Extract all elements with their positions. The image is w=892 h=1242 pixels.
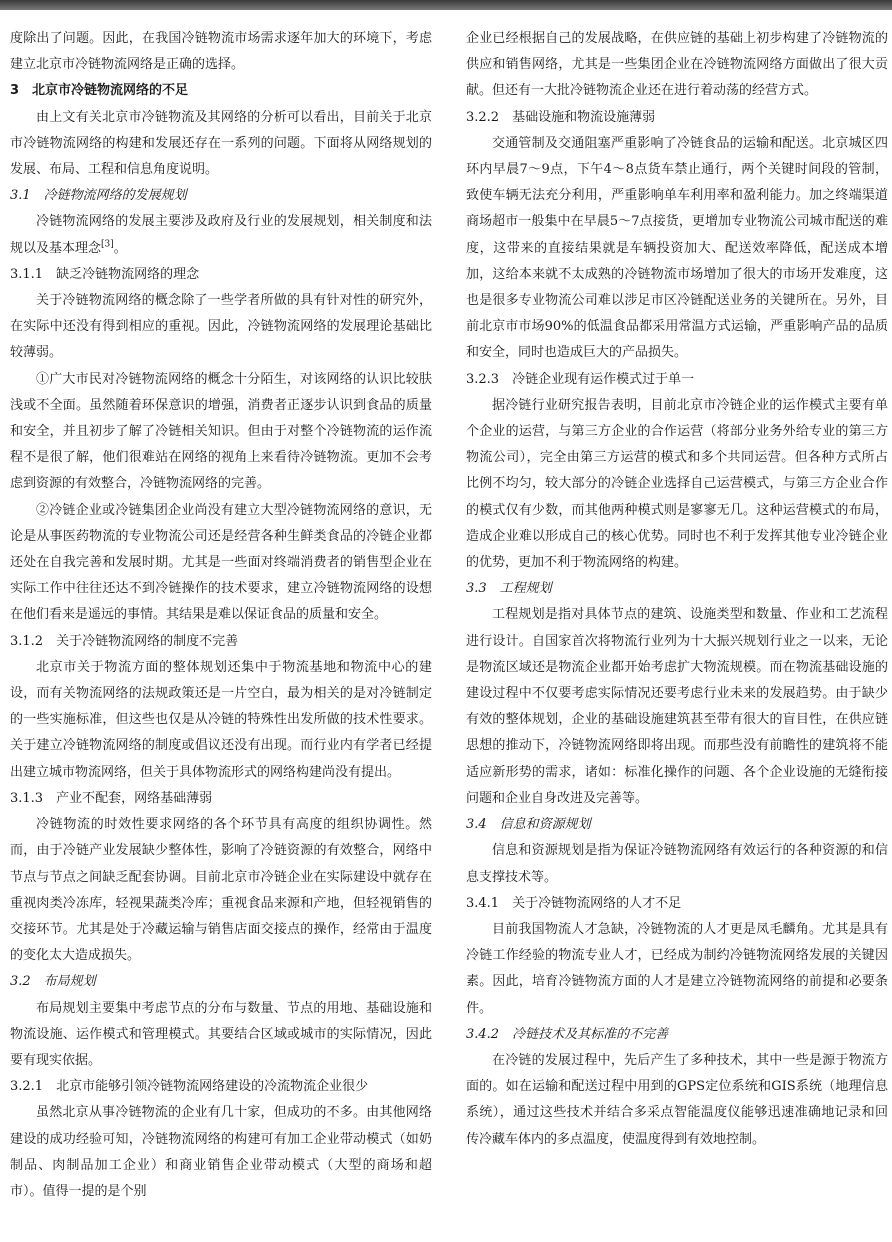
section-heading xyxy=(466,1022,888,1048)
text: 目前我国物流人才急缺，冷链物流的人才更是凤毛麟角。尤其是具有冷链工作经验的物流专业人才，已经成为制约冷链物流网络发展的关键因素。因此，培育冷链物流方面的人才是建立冷链物流网络的前提和必要条件。 xyxy=(466,921,888,1016)
paragraph xyxy=(466,602,888,812)
paragraph xyxy=(10,367,432,498)
text: 3.2.3 冷链企业现有运作模式过于单一 xyxy=(466,371,695,387)
right-column xyxy=(466,26,888,1153)
section-heading xyxy=(10,969,432,995)
text: 3.1 冷链物流网络的发展规划 xyxy=(10,188,187,204)
section-heading xyxy=(10,786,432,812)
paragraph xyxy=(466,393,888,576)
text: 冷链物流的时效性要求网络的各个环节具有高度的组织协调性。然而，由于冷链产业发展缺少整体性，影响了冷链资源的有效整合，网络中节点与节点之间缺乏配套协调。目前北京市冷链企业在实际建设中就存在重视肉类冷冻库，轻视果蔬类冷库；重视食品来源和产地，但轻视销售的交接环节。尤其是处于冷藏运输与销售店面交接点的操作，经常由于温度的变化太大造成损失。 xyxy=(10,817,432,964)
text: 关于冷链物流网络的概念除了一些学者所做的具有针对性的研究外，在实际中还没有得到相应的重视。因此，冷链物流网络的发展理论基础比较薄弱。 xyxy=(10,293,432,361)
text: 。 xyxy=(113,240,127,256)
paragraph xyxy=(466,917,888,1022)
paragraph xyxy=(10,996,432,1075)
paragraph xyxy=(466,131,888,367)
paragraph xyxy=(10,812,432,969)
paragraph xyxy=(466,1048,888,1153)
paragraph xyxy=(10,26,432,78)
paragraph xyxy=(10,1100,432,1205)
section-heading xyxy=(466,367,888,393)
text: 3.1.3 产业不配套，网络基础薄弱 xyxy=(10,790,213,806)
text: 信息和资源规划是指为保证冷链物流网络有效运行的各种资源的和信息支撑技术等。 xyxy=(466,843,888,885)
text: 3.4.2 冷链技术及其标准的不完善 xyxy=(466,1026,669,1042)
section-heading xyxy=(10,629,432,655)
text: 据冷链行业研究报告表明，目前北京市冷链企业的运作模式主要有单个企业的运营，与第三方企业的合作运营（将部分业务外给专业的第三方物流公司），完全由第三方运营的模式和多个共同运营。但各种方式所占比例不均匀，较大部分的冷链企业选择自己运营模式，与第三方企业合作的模式仅有少数，而其他两种模式则是寥寥无几。这种运营模式的布局，造成企业难以形成自己的核心优势。同时也不利于发挥其他专业冷链企业的优势，更加不利于物流网络的构建。 xyxy=(466,397,888,571)
text: 在冷链的发展过程中，先后产生了多种技术，其中一些是源于物流方面的。如在运输和配送过程中用到的GPS定位系统和GIS系统（地理信息系统），通过这些技术并结合多采点智能温度仪能够迅速准确地记录和回传冷藏车体内的多点温度，使温度得到有效地控制。 xyxy=(466,1052,888,1147)
section-heading xyxy=(466,812,888,838)
text: 3.4 信息和资源规划 xyxy=(466,817,591,833)
text: 3.1.1 缺乏冷链物流网络的理念 xyxy=(10,266,200,282)
citation-ref: [3] xyxy=(101,239,114,250)
section-heading xyxy=(466,891,888,917)
paragraph xyxy=(466,26,888,105)
section-heading xyxy=(10,183,432,209)
text: 3.2 布局规划 xyxy=(10,974,96,990)
left-column xyxy=(10,26,432,1205)
text: ①广大市民对冷链物流网络的概念十分陌生，对该网络的认识比较肤浅或不全面。虽然随着环保意识的增强，消费者正逐步认识到食品的质量和安全，并且初步了解了冷链相关知识。但由于对整个冷链物流的运作流程不是很了解，他们很难站在网络的视角上来看待冷链物流。更加不会考虑到资源的有效整合，冷链物流网络的完善。 xyxy=(10,371,432,492)
text: 3.1.2 关于冷链物流网络的制度不完善 xyxy=(10,633,239,649)
text: 3.4.1 关于冷链物流网络的人才不足 xyxy=(466,895,682,911)
text: 3.2.2 基础设施和物流设施薄弱 xyxy=(466,109,656,125)
paragraph xyxy=(466,838,888,890)
text: 3.2.1 北京市能够引领冷链物流网络建设的冷流物流企业很少 xyxy=(10,1079,369,1095)
text: 度除出了问题。因此，在我国冷链物流市场需求逐年加大的环境下，考虑建立北京市冷链物流网络是正确的选择。 xyxy=(10,31,432,73)
text: 虽然北京从事冷链物流的企业有几十家，但成功的不多。由其他网络建设的成功经验可知，冷链物流网络的构建可有加工企业带动模式（如奶制品、肉制品加工企业）和商业销售企业带动模式（大型的商场和超市）。值得一提的是个别 xyxy=(10,1105,432,1199)
text: 冷链物流网络的发展主要涉及政府及行业的发展规划，相关制度和法规以及基本理念 xyxy=(10,214,432,256)
page-header-bar xyxy=(0,0,892,10)
paragraph xyxy=(10,288,432,367)
text: 北京市关于物流方面的整体规划还集中于物流基地和物流中心的建设，而有关物流网络的法规政策还是一片空白，最为相关的是对冷链制定的一些实施标准，但这些也仅是从冷链的特殊性出发所做的技术性要求。关于建立冷链物流网络的制度或倡议还没有出现。而行业内有学者已经提出建立城市物流网络，但关于具体物流形式的网络构建尚没有提出。 xyxy=(10,659,432,780)
text: 布局规划主要集中考虑节点的分布与数量、节点的用地、基础设施和物流设施、运作模式和管理模式。其要结合区域或城市的实际情况，因此要有现实依据。 xyxy=(10,1000,432,1068)
text: ②冷链企业或冷链集团企业尚没有建立大型冷链物流网络的意识，无论是从事医药物流的专业物流公司还是经营各种生鲜类食品的冷链企业都还处在自我完善和发展时期。尤其是一些面对终端消费者的销售型企业在实际工作中往往还达不到冷链操作的技术要求，建立冷链物流网络的设想在他们看来是遥远的事情。其结果是难以保证食品的质量和安全。 xyxy=(10,502,432,623)
paragraph xyxy=(10,498,432,629)
text: 企业已经根据自己的发展战略，在供应链的基础上初步构建了冷链物流的供应和销售网络，尤其是一些集团企业在冷链物流网络方面做出了很大贡献。但还有一大批冷链物流企业还在进行着动荡的经营方式。 xyxy=(466,31,888,99)
text: 工程规划是指对具体节点的建筑、设施类型和数量、作业和工艺流程进行设计。自国家首次将物流行业列为十大振兴规划行业之一以来，无论是物流区域还是物流企业都开始考虑扩大物流规模。而在物流基础设施的建设过程中不仅要考虑实际情况还要考虑行业未来的发展趋势。由于缺少有效的整体规划，企业的基础设施建筑甚至带有很大的盲目性，在供应链思想的推动下，冷链物流网络即将出现。而那些没有前瞻性的建筑将不能适应新形势的需求，诸如：标准化操作的问题、各个企业设施的无缝衔接问题和企业自身改进及完善等。 xyxy=(466,607,888,806)
text: 交通管制及交通阻塞严重影响了冷链食品的运输和配送。北京城区四环内早晨7～9点，下午4～8点货车禁止通行，两个关键时间段的管制，致使车辆无法充分利用，严重影响单车利用率和盈利能力。加之终端渠道商场超市一般集中在早晨5～7点接货，更增加专业物流公司城市配送的难度，这带来的直接结果就是车辆投资加大、配送效率降低，配送成本增加，这给本来就不太成熟的冷链物流市场增加了很大的市场开发难度，这也是很多专业物流公司难以涉足市区冷链配送业务的关键所在。另外，目前北京市市场90%的低温食品都采用常温方式运输，严重影响产品的品质和安全，同时也造成巨大的产品损失。 xyxy=(466,135,888,361)
section-heading xyxy=(10,1074,432,1100)
text: 3 北京市冷链物流网络的不足 xyxy=(10,83,189,99)
section-heading xyxy=(10,78,432,104)
paragraph xyxy=(10,209,432,261)
section-heading xyxy=(466,576,888,602)
section-heading xyxy=(466,105,888,131)
paragraph xyxy=(10,105,432,184)
text: 3.3 工程规划 xyxy=(466,581,552,597)
text: 由上文有关北京市冷链物流及其网络的分析可以看出，目前关于北京市冷链物流网络的构建和发展还存在一系列的问题。下面将从网络规划的发展、布局、工程和信息角度说明。 xyxy=(10,109,432,178)
section-heading xyxy=(10,262,432,288)
paragraph xyxy=(10,655,432,786)
